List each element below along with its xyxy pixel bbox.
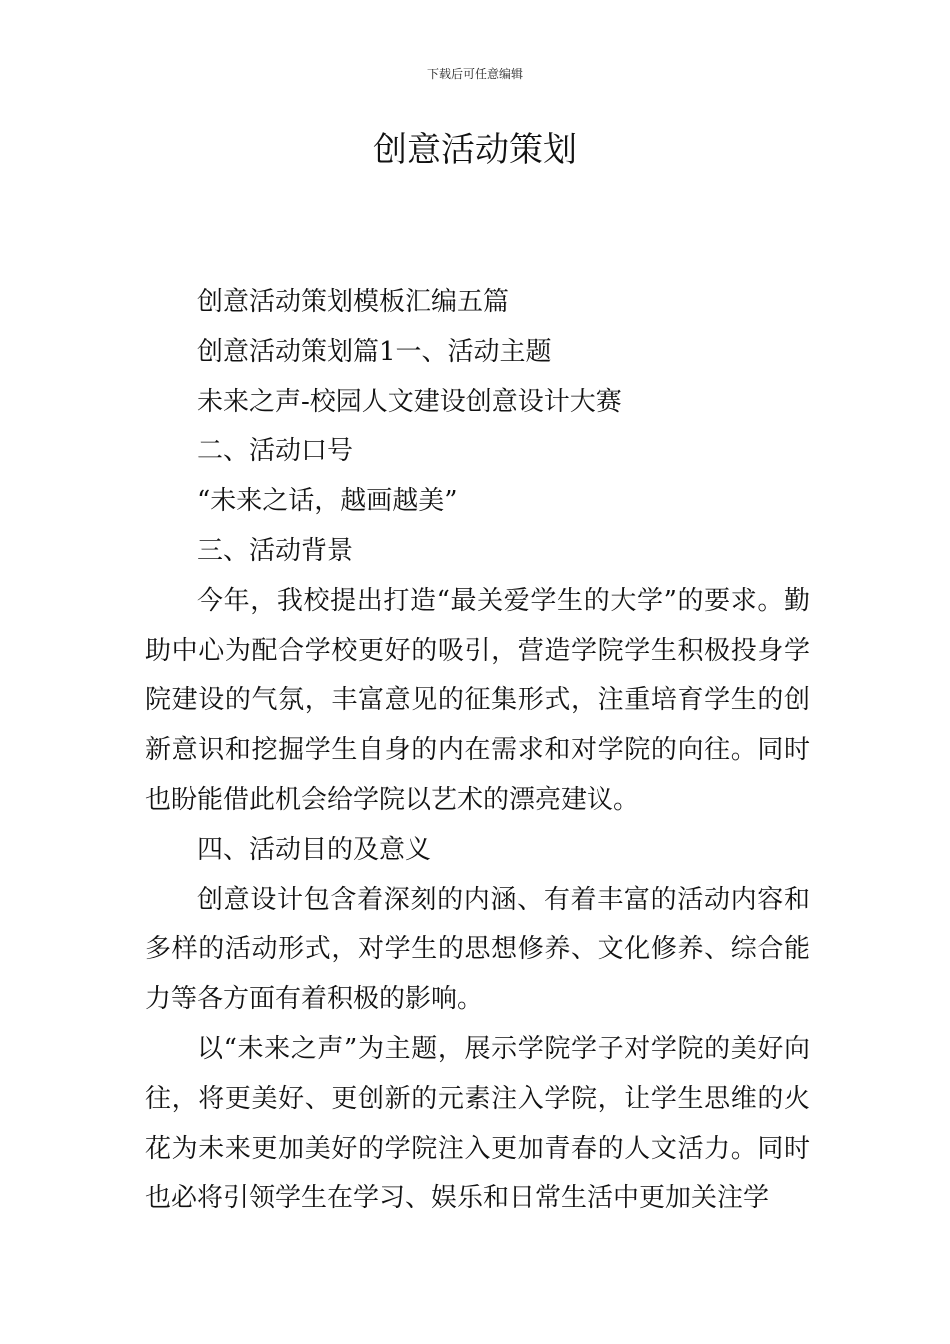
paragraph-background-content: 今年，我校提出打造“最关爱学生的大学”的要求。勤助中心为配合学校更好的吸引，营造学院学生积极投身学院建设的气氛，丰富意见的征集形式，注重培育学生的创新意识和挖掘学生自身的内在需求和对学院的向往。同时也盼能借此机会给学院以艺术的漂亮建议。 [145,585,810,815]
paragraph-theme-content: 未来之声-校园人文建设创意设计大赛 [197,386,622,417]
paragraph-purpose-content-2: 以“未来之声”为主题，展示学院学子对学院的美好向往，将更美好、更创新的元素注入学院，让学生思维的火花为未来更加美好的学院注入更加青春的人文活力。同时也必将引领学生在学习、娱乐和日常生活中更加关注学 [145,1033,810,1214]
document-body [145,278,810,1224]
paragraph-section-theme: 创意活动策划篇1一、活动主题 [197,336,552,367]
document-title: 创意活动策划 [373,130,577,170]
paragraph-collection-title: 创意活动策划模板汇编五篇 [197,287,510,317]
paragraph-slogan-content: “未来之话，越画越美” [197,486,458,517]
paragraph-section-purpose: 四、活动目的及意义 [197,834,432,865]
paragraph-purpose-content: 创意设计包含着深刻的内涵、有着丰富的活动内容和多样的活动形式，对学生的思想修养、文化修养、综合能力等各方面有着积极的影响。 [145,884,810,1015]
page-header-note: 下载后可任意编辑 [426,67,523,81]
paragraph-section-background: 三、活动背景 [197,535,354,566]
paragraph-section-slogan: 二、活动口号 [197,436,354,467]
